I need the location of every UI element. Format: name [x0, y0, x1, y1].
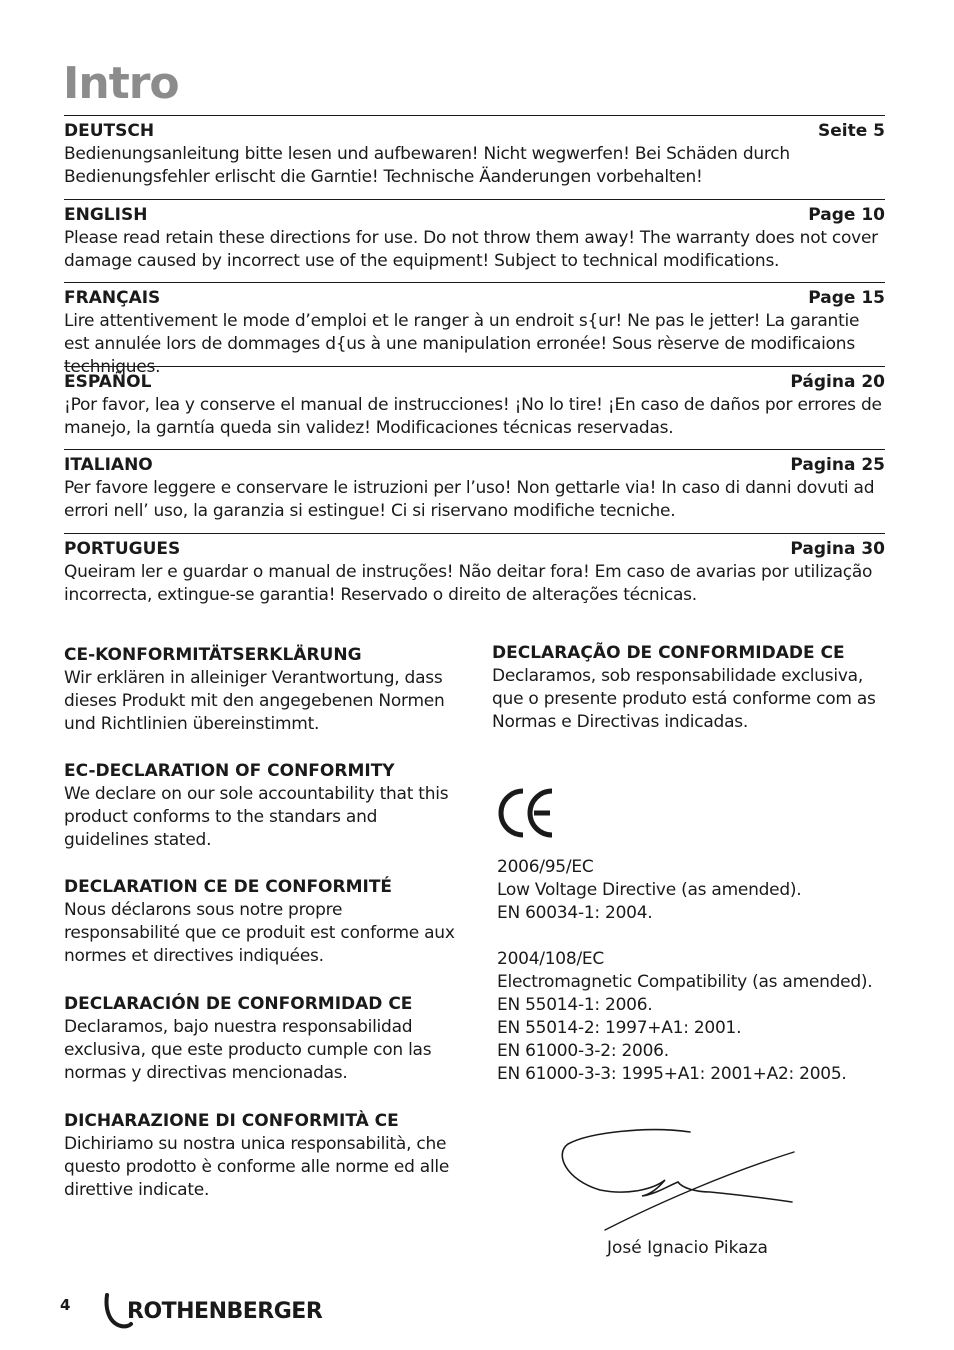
language-name: FRANÇAIS — [64, 288, 161, 308]
declaration-heading: EC-DECLARATION OF CONFORMITY — [64, 761, 395, 781]
declaration-es — [64, 993, 456, 1085]
language-block-de — [64, 115, 885, 189]
declaration-pt — [492, 642, 884, 742]
directives-list — [497, 856, 917, 1109]
declaration-it — [64, 1110, 456, 1202]
ce-mark-icon — [496, 787, 556, 843]
language-page-ref: Page 10 — [808, 205, 885, 225]
declaration-text: Declaramos, bajo nuestra responsabilidad exclusiva, que este producto cumple con las normas y directivas mencionadas. — [64, 1017, 432, 1083]
language-page-ref: Página 20 — [790, 372, 885, 392]
directive-line: Electromagnetic Compatibility (as amended). — [497, 972, 873, 992]
directive-line: EN 60034-1: 2004. — [497, 903, 653, 923]
page-number: 4 — [60, 1296, 71, 1314]
declaration-heading: DECLARATION CE DE CONFORMITÉ — [64, 877, 393, 897]
declaration-heading: DECLARAÇÃO DE CONFORMIDADE CE — [492, 643, 845, 663]
declaration-text: Wir erklären in alleiniger Verantwortung, dass dieses Produkt mit den angegebenen Normen und Richtlinien übereinstimmt. — [64, 668, 445, 734]
directive-line: EN 55014-2: 1997+A1: 2001. — [497, 1018, 742, 1038]
directive-line: 2004/108/EC — [497, 949, 605, 969]
language-block-pt — [64, 533, 885, 607]
declaration-heading: DECLARACIÓN DE CONFORMIDAD CE — [64, 994, 413, 1014]
language-name: ITALIANO — [64, 455, 153, 475]
directive-line: EN 55014-1: 2006. — [497, 995, 653, 1015]
declaration-de — [64, 644, 456, 736]
language-name: ESPAÑOL — [64, 372, 152, 392]
language-text: Please read retain these directions for use. Do not throw them away! The warranty does not cover damage caused by incorrect use of the equipment! Subject to technical modifications. — [64, 228, 878, 271]
language-page-ref: Page 15 — [808, 288, 885, 308]
directive-group-low-voltage — [497, 856, 917, 925]
declaration-heading: DICHARAZIONE DI CONFORMITÀ CE — [64, 1111, 399, 1131]
language-block-en — [64, 199, 885, 273]
declaration-text: Nous déclarons sous notre propre responsabilité que ce produit est conforme aux normes et directives indiquées. — [64, 900, 455, 966]
language-text: Bedienungsanleitung bitte lesen und aufbewaren! Nicht wegwerfen! Bei Schäden durch Bedienungsfehler erlischt die Garntie! Technische Äanderungen vorbehalten! — [64, 144, 790, 187]
language-text: ¡Por favor, lea y conserve el manual de instrucciones! ¡No lo tire! ¡En caso de daños por errores de manejo, la garntía queda sin validez! Modificaciones técnicas reservadas. — [64, 395, 882, 438]
brand-logo — [103, 1293, 322, 1329]
language-page-ref: Seite 5 — [817, 121, 885, 141]
language-block-fr — [64, 282, 885, 379]
directive-line: Low Voltage Directive (as amended). — [497, 880, 802, 900]
directive-line: EN 61000-3-3: 1995+A1: 2001+A2: 2005. — [497, 1064, 847, 1084]
language-text: Queiram ler e guardar o manual de instruções! Não deitar fora! Em caso de avarias por utilização incorrecta, extingue-se garantia! Reservado o direito de alterações técnicas. — [64, 562, 873, 605]
signer-name: José Ignacio Pikaza — [607, 1238, 768, 1258]
directive-group-emc — [497, 948, 917, 1086]
page-title: Intro — [63, 58, 179, 109]
language-text: Lire attentivement le mode d’emploi et le ranger à un endroit s{ur! Ne pas le jetter! La garantie est annulée lors de dommages d{us à une manipulation erronée! Sous rèserve de modificaions techniques. — [64, 311, 860, 377]
declaration-text: Declaramos, sob responsabilidade exclusiva, que o presente produto está conforme com as Normas e Directivas indicadas. — [492, 666, 876, 732]
language-name: PORTUGUES — [64, 539, 181, 559]
language-page-ref: Pagina 25 — [790, 455, 885, 475]
declaration-heading: CE-KONFORMITÄTSERKLÄRUNG — [64, 645, 362, 665]
language-block-it — [64, 449, 885, 523]
declaration-fr — [64, 876, 456, 968]
declaration-text: Dichiriamo su nostra unica responsabilità, che questo prodotto è conforme alle norme ed alle direttive indicate. — [64, 1134, 450, 1200]
language-text: Per favore leggere e conservare le istruzioni per l’uso! Non gettarle via! In caso di danni dovuti ad errori nell’ uso, la garanzia si estingue! Ci si riservano modifiche tecniche. — [64, 478, 875, 521]
declaration-text: We declare on our sole accountability that this product conforms to the standars and guidelines stated. — [64, 784, 449, 850]
declarations-left-column — [64, 644, 456, 1204]
language-block-es — [64, 366, 885, 440]
declaration-en — [64, 760, 456, 852]
language-name: DEUTSCH — [64, 121, 155, 141]
signature-icon — [560, 1122, 800, 1238]
directive-line: 2006/95/EC — [497, 857, 594, 877]
language-page-ref: Pagina 30 — [790, 539, 885, 559]
language-name: ENGLISH — [64, 205, 148, 225]
directive-line: EN 61000-3-2: 2006. — [497, 1041, 669, 1061]
brand-name: ROTHENBERGER — [127, 1298, 323, 1324]
